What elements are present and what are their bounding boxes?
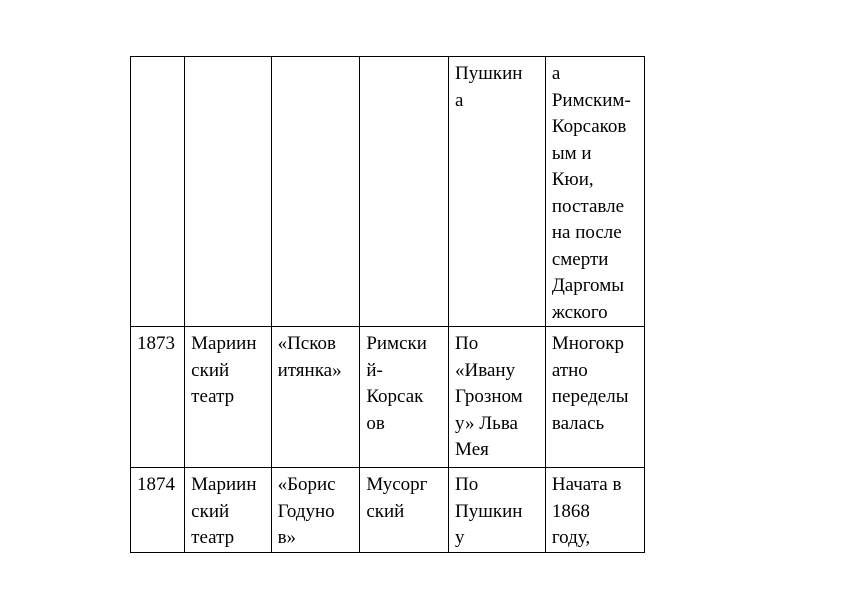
- note-cell: Начата в 1868 году,: [545, 468, 644, 553]
- theatre-cell: Мариин ский театр: [185, 327, 271, 468]
- year-cell: [131, 57, 185, 327]
- source-cell: По «Ивану Грозном у» Льва Мея: [449, 327, 546, 468]
- year-cell: 1873: [131, 327, 185, 468]
- table-row: [131, 468, 645, 553]
- year-cell: 1874: [131, 468, 185, 553]
- source-cell: По Пушкин у: [449, 468, 546, 553]
- source-cell: Пушкин а: [449, 57, 546, 327]
- composer-cell: Римски й- Корсак ов: [360, 327, 449, 468]
- composer-cell: [360, 57, 449, 327]
- note-cell: а Римским- Корсаков ым и Кюи, поставле на после смерти Даргомы жского: [545, 57, 644, 327]
- table-row: [131, 57, 645, 327]
- theatre-cell: [185, 57, 271, 327]
- opera-premieres-table: [130, 56, 645, 553]
- opera-title-cell: «Псков итянка»: [271, 327, 360, 468]
- opera-title-cell: [271, 57, 360, 327]
- table-row: [131, 327, 645, 468]
- theatre-cell: Мариин ский театр: [185, 468, 271, 553]
- note-cell: Многокр атно переделы валась: [545, 327, 644, 468]
- opera-title-cell: «Борис Годуно в»: [271, 468, 360, 553]
- composer-cell: Мусорг ский: [360, 468, 449, 553]
